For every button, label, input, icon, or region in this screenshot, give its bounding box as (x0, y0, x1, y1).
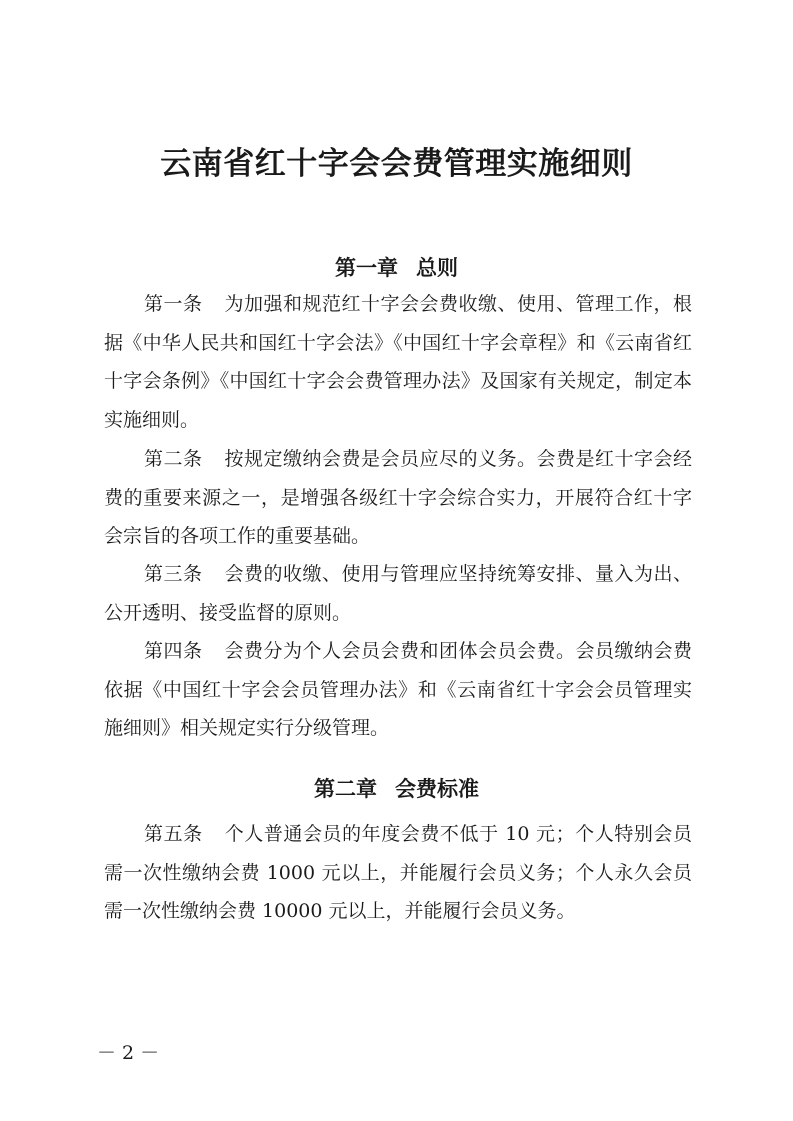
article-label: 第二条 (144, 448, 203, 470)
chapter-name: 总则 (416, 256, 458, 280)
article-text: 会费分为个人会员会费和团体会员会费。会员缴纳会费依据《中国红十字会会员管理办法》和《云南省红十字会会员管理实施细则》相关规定实行分级管理。 (104, 640, 692, 740)
article-1 (104, 285, 692, 439)
chapter-number: 第二章 (314, 777, 377, 801)
article-label: 第一条 (144, 293, 203, 315)
chapter-name: 会费标准 (395, 777, 479, 801)
article-label: 第五条 (144, 823, 203, 845)
chapter-number: 第一章 (335, 256, 398, 280)
article-text: 个人普通会员的年度会费不低于 10 元；个人特别会员需一次性缴纳会费 1000 元以上，并能履行会员义务；个人永久会员需一次性缴纳会费 10000 元以上，并能履行会员义务。 (104, 823, 692, 923)
page-number: － 2 － (97, 1042, 160, 1064)
article-text: 为加强和规范红十字会会费收缴、使用、管理工作，根据《中华人民共和国红十字会法》《中国红十字会章程》和《云南省红十字会条例》《中国红十字会会费管理办法》及国家有关规定，制定本实施细则。 (104, 293, 692, 431)
article-text: 会费的收缴、使用与管理应坚持统筹安排、量入为出、公开透明、接受监督的原则。 (104, 563, 692, 624)
article-3 (104, 555, 692, 632)
article-label: 第四条 (144, 640, 203, 662)
chapter-heading-2 (0, 773, 793, 805)
document-title: 云南省红十字会会费管理实施细则 (160, 146, 633, 182)
article-4 (104, 632, 692, 748)
article-5 (104, 815, 692, 931)
article-label: 第三条 (144, 563, 203, 585)
article-text: 按规定缴纳会费是会员应尽的义务。会费是红十字会经费的重要来源之一，是增强各级红十字会综合实力，开展符合红十字会宗旨的各项工作的重要基础。 (104, 448, 692, 548)
chapter-heading-1 (0, 252, 793, 284)
article-2 (104, 440, 692, 556)
